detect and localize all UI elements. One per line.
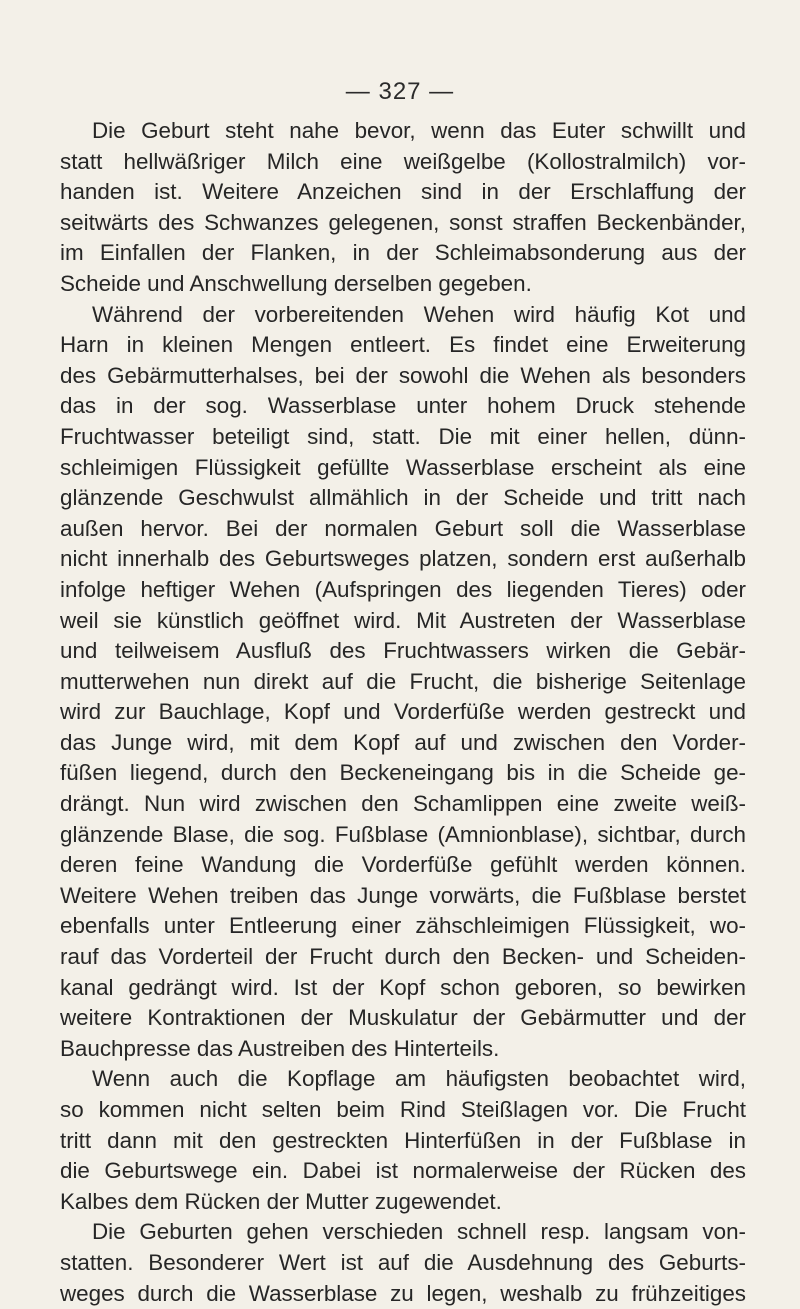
text-line: Harn in kleinen Mengen entleert. Es findet eine Erweiterung — [60, 332, 746, 358]
text-line: deren feine Wandung die Vorderfüße gefühlt werden können. — [60, 852, 746, 878]
text-line: Bauchpresse das Austreiben des Hinterteils. — [60, 1035, 500, 1061]
text-line: weges durch die Wasserblase zu legen, weshalb zu frühzeitiges — [60, 1280, 746, 1306]
text-line: im Einfallen der Flanken, in der Schleimabsonderung aus der — [60, 240, 746, 266]
text-line: Die Geburt steht nahe bevor, wenn das Euter schwillt und — [92, 118, 746, 143]
text-line: glänzende Blase, die sog. Fußblase (Amnionblase), sichtbar, durch — [60, 821, 746, 847]
text-line: und teilweisem Ausfluß des Fruchtwassers wirken die Gebär- — [60, 638, 746, 664]
page-number: — 327 — — [345, 78, 455, 105]
text-line: statt hellwäßriger Milch eine weißgelbe (Kollostralmilch) vor- — [60, 148, 746, 174]
text-line: infolge heftiger Wehen (Aufspringen des liegenden Tieres) oder — [60, 576, 746, 602]
text-line: Fruchtwasser beteiligt sind, statt. Die mit einer hellen, dünn- — [60, 423, 746, 449]
text-line: seitwärts des Schwanzes gelegenen, sonst straffen Beckenbänder, — [60, 209, 746, 235]
body-text — [60, 116, 746, 1309]
text-line: ebenfalls unter Entleerung einer zähschleimigen Flüssigkeit, wo- — [60, 913, 746, 939]
text-line: Wenn auch die Kopflage am häufigsten beobachtet wird, — [92, 1066, 746, 1092]
text-line: des Gebärmutterhalses, bei der sowohl die Wehen als besonders — [60, 362, 746, 388]
text-line: das in der sog. Wasserblase unter hohem Druck stehende — [60, 393, 746, 419]
text-line: rauf das Vorderteil der Frucht durch den Becken- und Scheiden- — [60, 944, 746, 970]
text-line: weil sie künstlich geöffnet wird. Mit Austreten der Wasserblase — [60, 607, 746, 633]
text-line: schleimigen Flüssigkeit gefüllte Wasserblase erscheint als eine — [60, 454, 746, 480]
text-line: mutterwehen nun direkt auf die Frucht, die bisherige Seitenlage — [60, 668, 746, 694]
text-line: statten. Besonderer Wert ist auf die Ausdehnung des Geburts- — [60, 1249, 746, 1275]
text-line: glänzende Geschwulst allmählich in der Scheide und tritt nach — [60, 485, 746, 511]
text-line: nicht innerhalb des Geburtsweges platzen, sondern erst außerhalb — [60, 546, 746, 572]
text-line: Kalbes dem Rücken der Mutter zugewendet. — [60, 1188, 502, 1214]
text-line: wird zur Bauchlage, Kopf und Vorderfüße werden gestreckt und — [60, 699, 746, 725]
text-line: Die Geburten gehen verschieden schnell resp. langsam von- — [92, 1219, 746, 1245]
text-line: kanal gedrängt wird. Ist der Kopf schon geboren, so bewirken — [60, 974, 746, 1000]
text-line: das Junge wird, mit dem Kopf auf und zwischen den Vorder- — [60, 729, 746, 755]
text-line: außen hervor. Bei der normalen Geburt soll die Wasserblase — [60, 515, 746, 541]
text-line: Weitere Wehen treiben das Junge vorwärts, die Fußblase berstet — [60, 882, 746, 908]
text-line: weitere Kontraktionen der Muskulatur der Gebärmutter und der — [60, 1005, 746, 1031]
text-line: so kommen nicht selten beim Rind Steißlagen vor. Die Frucht — [60, 1097, 746, 1122]
text-line: handen ist. Weitere Anzeichen sind in der Erschlaffung der — [60, 179, 746, 205]
text-line: Während der vorbereitenden Wehen wird häufig Kot und — [92, 301, 746, 327]
text-line: drängt. Nun wird zwischen den Schamlippen eine zweite weiß- — [60, 791, 746, 817]
text-line: Scheide und Anschwellung derselben gegeben. — [60, 270, 532, 296]
text-line: die Geburtswege ein. Dabei ist normalerweise der Rücken des — [60, 1158, 746, 1184]
text-line: tritt dann mit den gestreckten Hinterfüßen in der Fußblase in — [60, 1127, 746, 1153]
text-line: füßen liegend, durch den Beckeneingang bis in die Scheide ge- — [60, 760, 746, 786]
